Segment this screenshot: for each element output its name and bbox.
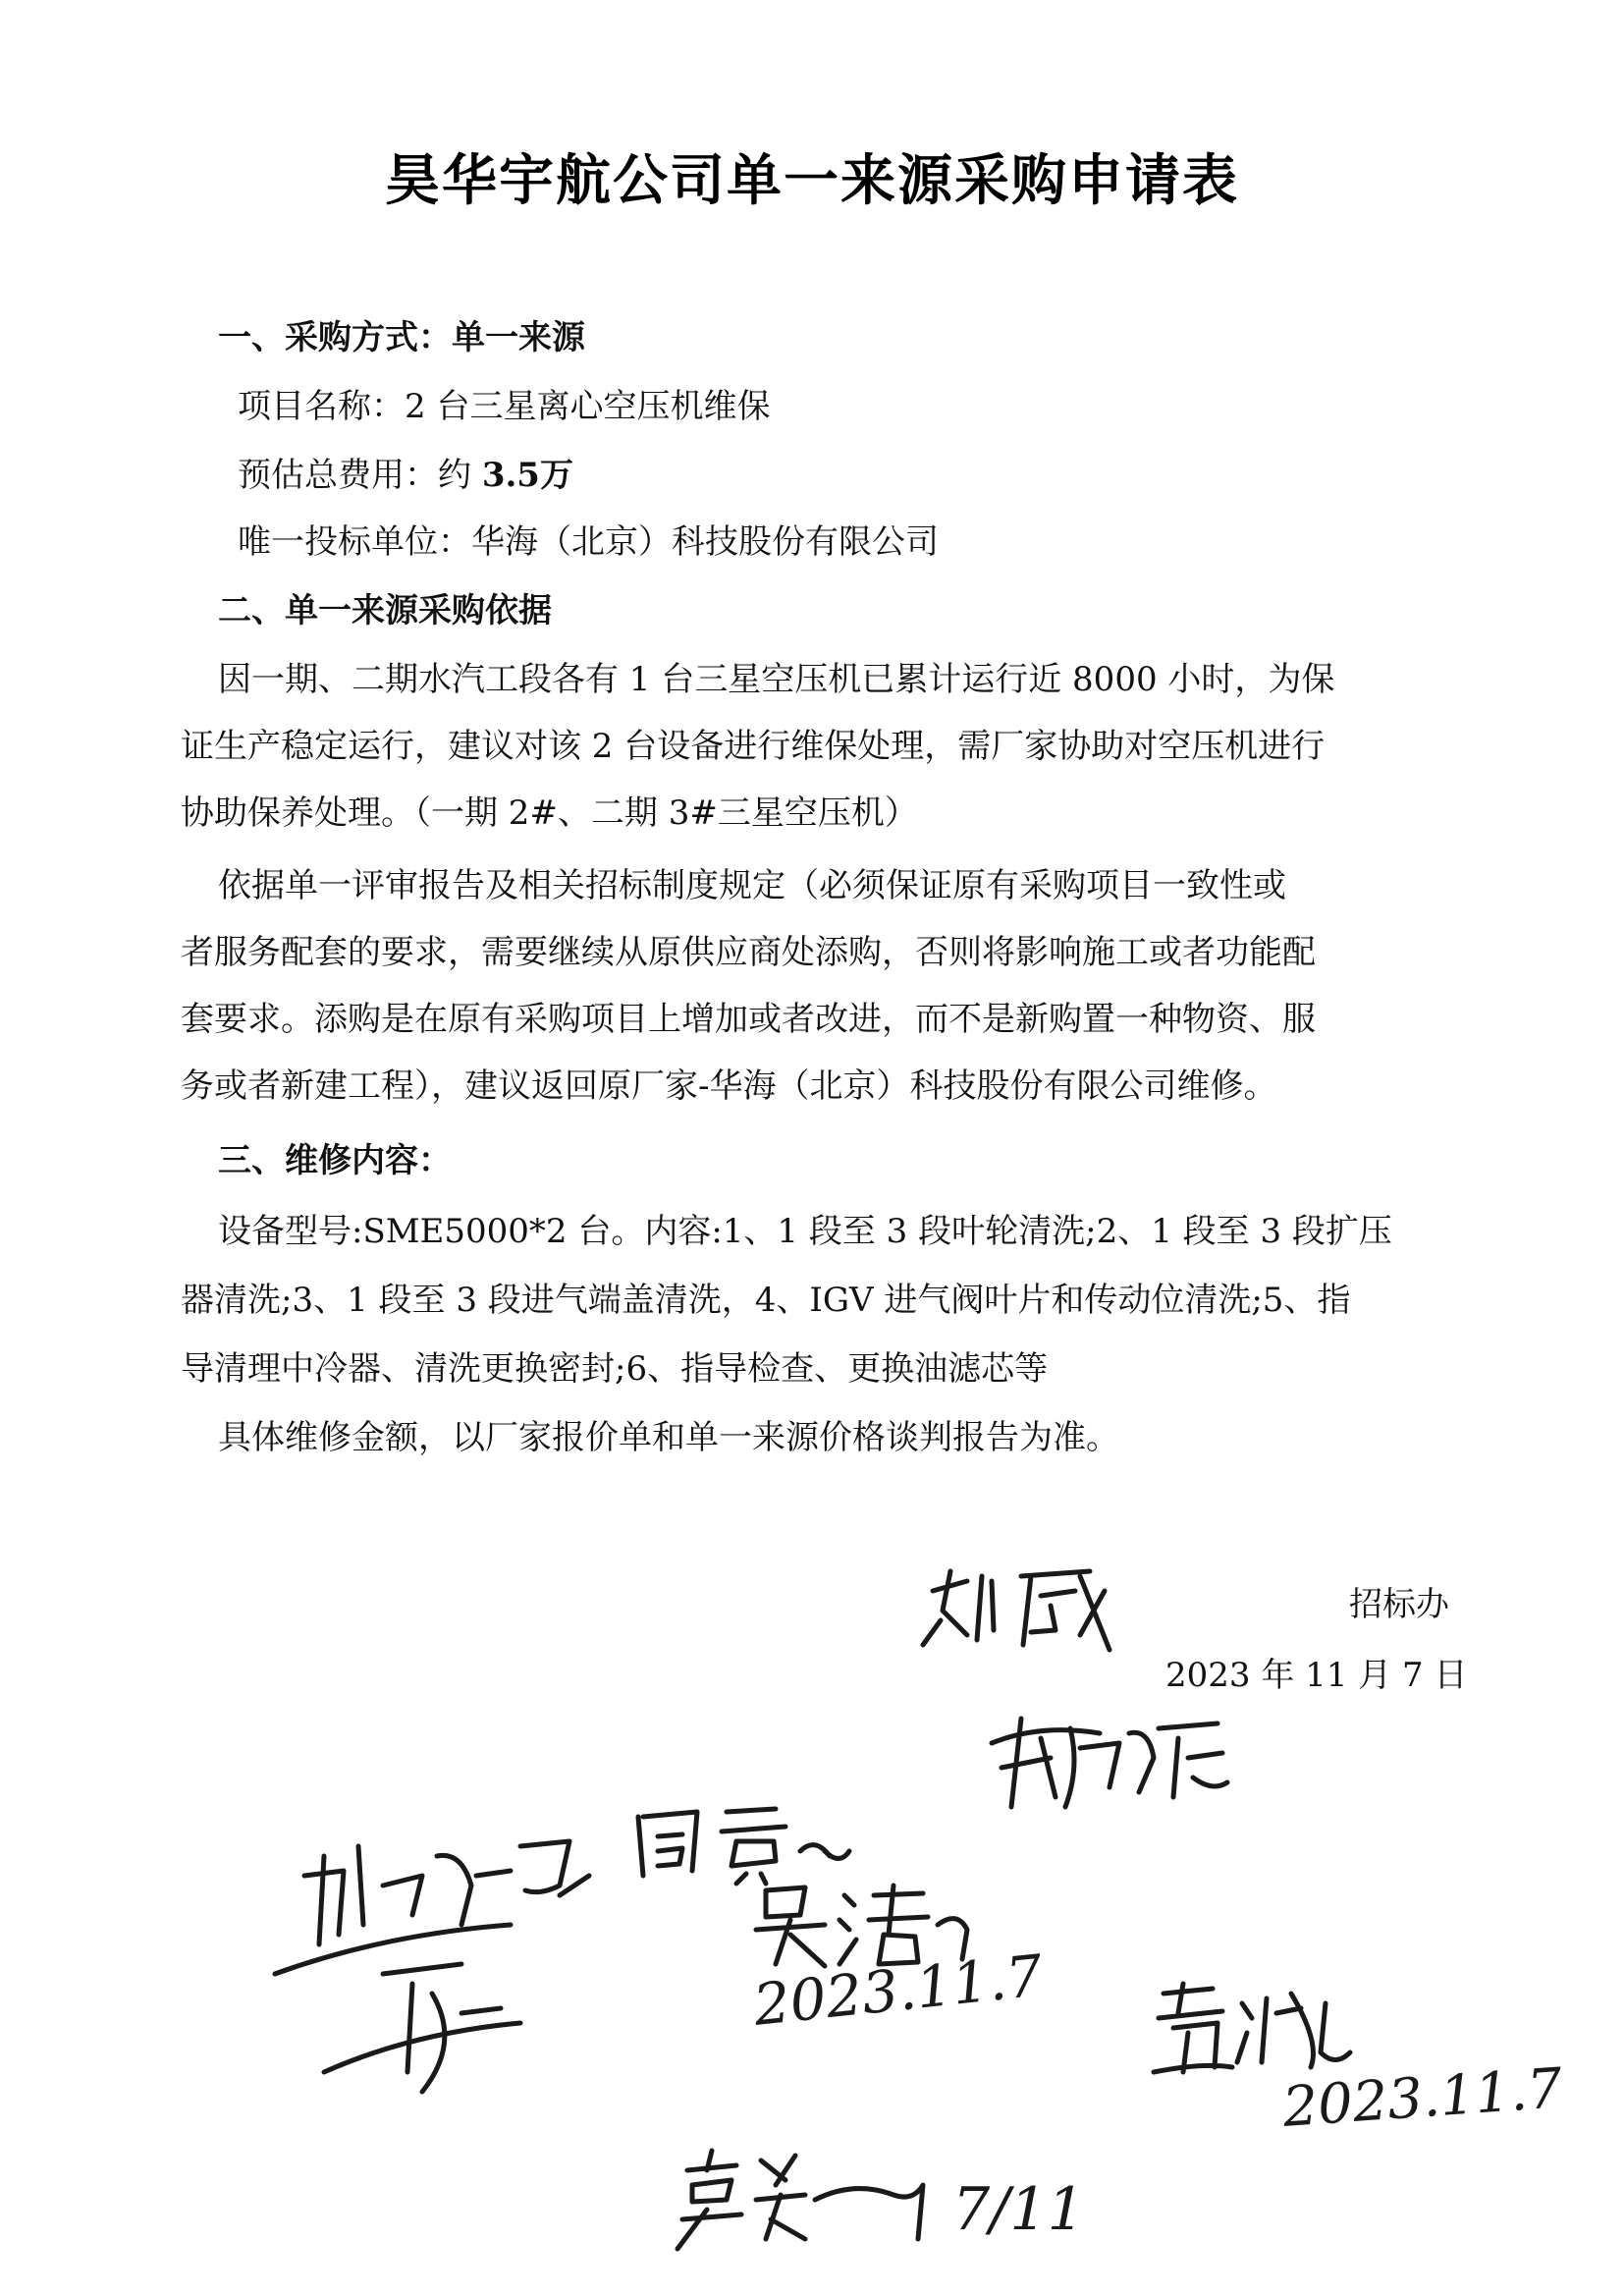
handwritten-signature-liuwei bbox=[913, 1552, 1129, 1660]
paragraph-4: 具体维修金额，以厂家报价单和单一来源价格谈判报告为准。 bbox=[218, 1418, 1119, 1457]
handwritten-signature-right bbox=[982, 1699, 1237, 1827]
section-2-heading: 二、单一来源采购依据 bbox=[218, 591, 552, 630]
estimated-cost-value: 3.5万 bbox=[481, 456, 573, 495]
handwritten-date-right bbox=[1276, 2056, 1565, 2146]
handwritten-signature-left bbox=[265, 1817, 619, 2111]
paragraph-2-line: 依据单一评审报告及相关招标制度规定（必须保证原有采购项目一致性或 bbox=[218, 866, 1286, 905]
paragraph-2-line: 务或者新建工程），建议返回原厂家-华海（北京）科技股份有限公司维修。 bbox=[181, 1066, 1277, 1106]
document-date: 2023 年 11 月 7 日 bbox=[1165, 1656, 1468, 1695]
handwritten-signature-bottom bbox=[668, 2141, 1085, 2259]
handwritten-initial-bottom: 7/11 bbox=[952, 2175, 1085, 2244]
estimated-cost-label: 预估总费用：约 bbox=[238, 456, 482, 495]
handwritten-signature-right-lower bbox=[1144, 1974, 1360, 2082]
paragraph-3-line: 导清理中冷器、清洗更换密封;6、指导检查、更换油滤芯等 bbox=[181, 1349, 1049, 1389]
paragraph-2-line: 者服务配套的要求，需要继续从原供应商处添购，否则将影响施工或者功能配 bbox=[181, 933, 1316, 972]
project-name: 项目名称：2 台三星离心空压机维保 bbox=[238, 387, 771, 426]
paragraph-1-line: 证生产稳定运行，建议对该 2 台设备进行维保处理，需厂家协助对空压机进行 bbox=[181, 727, 1326, 766]
section-3-heading: 三、维修内容： bbox=[218, 1141, 452, 1180]
estimated-cost bbox=[238, 454, 573, 497]
handwritten-approval-tongyi bbox=[628, 1797, 854, 1886]
department-label: 招标办 bbox=[1349, 1585, 1449, 1624]
paragraph-3-line: 设备型号:SME5000*2 台。内容:1、1 段至 3 段叶轮清洗;2、1 段至 3 段扩压 bbox=[218, 1212, 1392, 1251]
paragraph-2-line: 套要求。添购是在原有采购项目上增加或者改进，而不是新购置一种物资、服 bbox=[181, 1000, 1316, 1039]
paragraph-1-line: 协助保养处理。（一期 2#、二期 3#三星空压机） bbox=[181, 793, 918, 833]
sole-bidder: 唯一投标单位：华海（北京）科技股份有限公司 bbox=[238, 522, 939, 562]
handwritten-date-middle-text: 2023.11.7 bbox=[750, 1941, 1047, 2039]
handwritten-date-middle bbox=[746, 1941, 1047, 2043]
section-1-heading: 一、采购方式：单一来源 bbox=[218, 318, 585, 357]
handwritten-date-right-text: 2023.11.7 bbox=[1280, 2056, 1565, 2140]
paragraph-1-line: 因一期、二期水汽工段各有 1 台三星空压机已累计运行近 8000 小时，为保 bbox=[218, 660, 1335, 699]
document-title: 昊华宇航公司单一来源采购申请表 bbox=[385, 149, 1239, 213]
paragraph-3-line: 器清洗;3、1 段至 3 段进气端盖清洗，4、IGV 进气阀叶片和传动位清洗;5、指 bbox=[181, 1281, 1351, 1320]
